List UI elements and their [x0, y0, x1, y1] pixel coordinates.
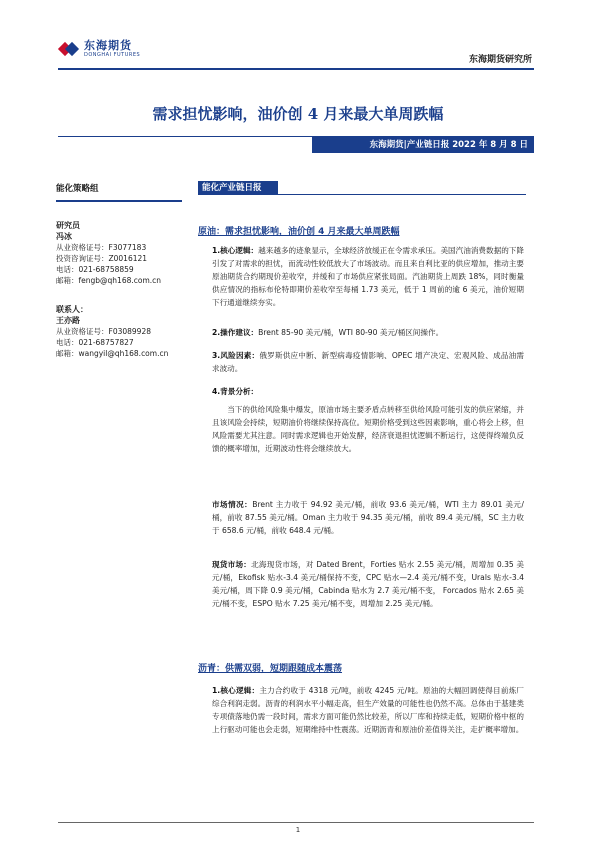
crude-p2-text: Brent 85-90 美元/桶，WTI 80-90 美元/桶区间操作。 — [258, 328, 444, 337]
crude-p1-text: 越来越多的迹象显示，全球经济放缓正在令需求承压。美国汽油消费数据的下降引发了对需求的担忧，而流动性较低放大了市场波动。而且来自利比亚的供应增加，推动主要原油期货合约期现价差收窄，并缓和了市场供应紧张局面。汽油期货上周跌 18%，同时衡量供应情况的指标布伦特即期价差收窄至每桶 1.73 美元，低于 1 周前的逾 6 美元，油价短期下行通道继续夯实。 — [212, 246, 524, 307]
crude-market — [212, 498, 524, 537]
asphalt-core-logic — [212, 684, 524, 736]
strategy-group: 能化策略组 — [56, 184, 99, 194]
header-divider — [58, 68, 534, 70]
crude-p4-head: 4.背景分析： — [212, 387, 259, 396]
logo-mark-icon — [60, 40, 78, 58]
crude-risk — [212, 349, 524, 375]
asphalt-p1-text: 主力合约收于 4318 元/吨，前收 4245 元/吨。原油的大幅回调使得目前炼厂综合利润走弱。沥青的利润水平小幅走高，但生产效量的可能性也仍然不高。总体由于基建类专项债落地仍需一段时间，需求方面可能仍然比较差，所以厂库和持续走低，短期价格中枢的上行驱动可能也会走弱，短期维持中性震荡。近期沥青和原油价差值得关注，走扩概率增加。 — [212, 686, 525, 734]
contact-line: 电话：021-68757827 — [56, 338, 134, 347]
crude-core-logic — [212, 244, 524, 309]
crude-p3-head: 3.风险因素： — [212, 351, 260, 360]
asphalt-p1-head: 1.核心逻辑： — [212, 686, 260, 695]
contact-name: 王亦路 — [56, 316, 80, 325]
crude-p2-head: 2.操作建议： — [212, 328, 259, 337]
researcher-section — [56, 220, 186, 286]
asphalt-title[interactable]: 沥青：供需双弱，短期跟随成本震荡 — [198, 664, 343, 674]
crude-title[interactable]: 原油：需求担忧影响，油价创 4 月来最大单周跌幅 — [198, 227, 400, 237]
crude-spot-head: 现货市场： — [212, 560, 252, 569]
sidebar-divider — [56, 200, 182, 202]
main-header — [198, 181, 526, 195]
crude-p3-text: 俄罗斯供应中断、新型病毒疫情影响、OPEC 增产决定、宏观风险、成品油需求波动。 — [212, 351, 524, 373]
company-logo — [60, 40, 140, 58]
crude-spot — [212, 558, 524, 610]
crude-p1-head: 1.核心逻辑： — [212, 246, 259, 255]
researcher-email[interactable]: 邮箱：fengb@qh168.com.cn — [56, 276, 162, 285]
logo-text — [84, 40, 140, 58]
footer-divider — [58, 822, 534, 823]
researcher-line: 从业资格证号：F3077183 — [56, 243, 147, 252]
contact-section — [56, 304, 186, 359]
contact-email[interactable]: 邮箱：wangyil@qh168.com.cn — [56, 349, 169, 358]
logo-cn: 东海期货 — [84, 39, 132, 52]
researcher-line: 电话：021-68758859 — [56, 265, 134, 274]
contact-line: 从业资格证号：F03089928 — [56, 327, 151, 336]
page-title: 需求担忧影响，油价创 4 月来最大单周跌幅 — [152, 105, 444, 123]
institute-name: 东海期货研究所 — [468, 55, 532, 65]
crude-market-text: Brent 主力收于 94.92 美元/桶，前收 93.6 美元/桶，WTI 主力 89.01 美元/桶，前收 87.55 美元/桶。Oman 主力收于 94.35 美元/桶，前收 89.4 美元/桶，SC 主力收于 658.6 元/桶，前收 648.4 元/桶。 — [212, 500, 524, 535]
crude-spot-text: 北海现货市场，对 Dated Brent，Forties 贴水 2.55 美元/桶，周增加 0.35 美元/桶，Ekofisk 贴水-3.4 美元/桶保持不变，CPC 贴水—2.4 美元/桶不变，Urals 贴水-3.4 美元/桶，周下降 0.9 美元/桶，Cabinda 贴水为 2.7 美元/桶不变， Forcados 贴水 2.65 美元/桶不变，ESPO 贴水 7.25 美元/桶不变，周增加 2.25 美元/桶。 — [212, 560, 524, 608]
logo-en: DONGHAI FUTURES — [84, 52, 141, 58]
contact-label: 联系人： — [56, 305, 88, 314]
crude-suggestion — [212, 326, 524, 339]
researcher-line: 投资咨询证号：Z0016121 — [56, 254, 148, 263]
crude-background: 当下的供给风险集中爆发，原油市场主要矛盾点转移至供给风险可能引发的供应紧缩，并且该风险会持续，短期油价将继续保持高位。短期价格受到这些因素影响，重心将会上移，但风险需要尤其注意。同时需求逻辑也开始发酵，经济衰退担忧逻辑不断运行，这使得终端负反馈的概率增加，近期波动性将会继续放大。 — [212, 405, 524, 453]
section-label: 能化产业链日报 — [198, 181, 278, 195]
crude-market-head: 市场情况： — [212, 500, 253, 509]
researcher-name: 冯冰 — [56, 232, 72, 241]
report-date-bar: 东海期货|产业链日报 2022 年 8 月 8 日 — [312, 137, 534, 153]
sidebar — [56, 184, 186, 359]
researcher-label: 研究员 — [56, 221, 80, 230]
page-number: 1 — [295, 826, 301, 834]
crude-background-head — [212, 385, 524, 398]
